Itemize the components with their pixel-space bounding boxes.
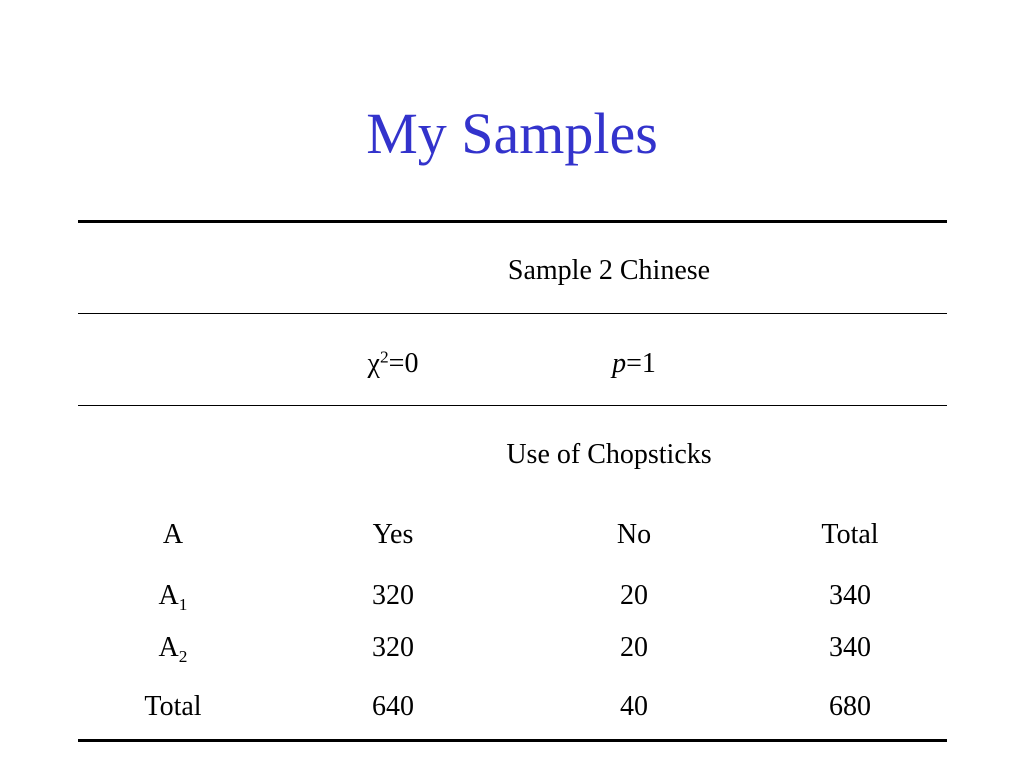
table-rule-1 — [78, 313, 947, 314]
cell-a1-yes: 320 — [372, 580, 414, 611]
chi-value: =0 — [388, 348, 419, 379]
p-value: =1 — [626, 348, 656, 379]
table-bottom-rule — [78, 739, 947, 742]
cell-a1-total: 340 — [829, 580, 871, 611]
row-label-subscript: 1 — [178, 595, 188, 615]
table-top-rule — [78, 220, 947, 223]
cell-total-no: 40 — [620, 691, 648, 722]
p-value-stat — [554, 347, 714, 381]
row-label-subscript: 2 — [178, 647, 188, 667]
group-header: Use of Chopsticks — [506, 439, 712, 470]
row-label-a2 — [93, 631, 253, 665]
sample-header: Sample 2 Chinese — [507, 255, 711, 286]
column-header-no: No — [616, 519, 652, 550]
slide-title: My Samples — [366, 101, 658, 166]
cell-a2-no: 20 — [620, 632, 648, 663]
cell-a2-yes: 320 — [372, 632, 414, 663]
p-symbol: p — [612, 348, 627, 379]
column-header-total: Total — [821, 519, 879, 550]
column-header-yes: Yes — [372, 519, 414, 550]
row-label-total: Total — [144, 691, 202, 722]
chi-square-stat — [313, 347, 473, 381]
table-rule-2 — [78, 405, 947, 406]
cell-total-yes: 640 — [372, 691, 414, 722]
cell-a1-no: 20 — [620, 580, 648, 611]
cell-a2-total: 340 — [829, 632, 871, 663]
chi-superscript: 2 — [379, 347, 389, 367]
row-label-a1 — [93, 579, 253, 613]
row-label-text: A — [158, 580, 179, 611]
cell-total-total: 680 — [829, 691, 871, 722]
chi-symbol: χ — [367, 348, 380, 379]
column-header-a: A — [162, 519, 184, 550]
row-label-text: A — [158, 632, 179, 663]
